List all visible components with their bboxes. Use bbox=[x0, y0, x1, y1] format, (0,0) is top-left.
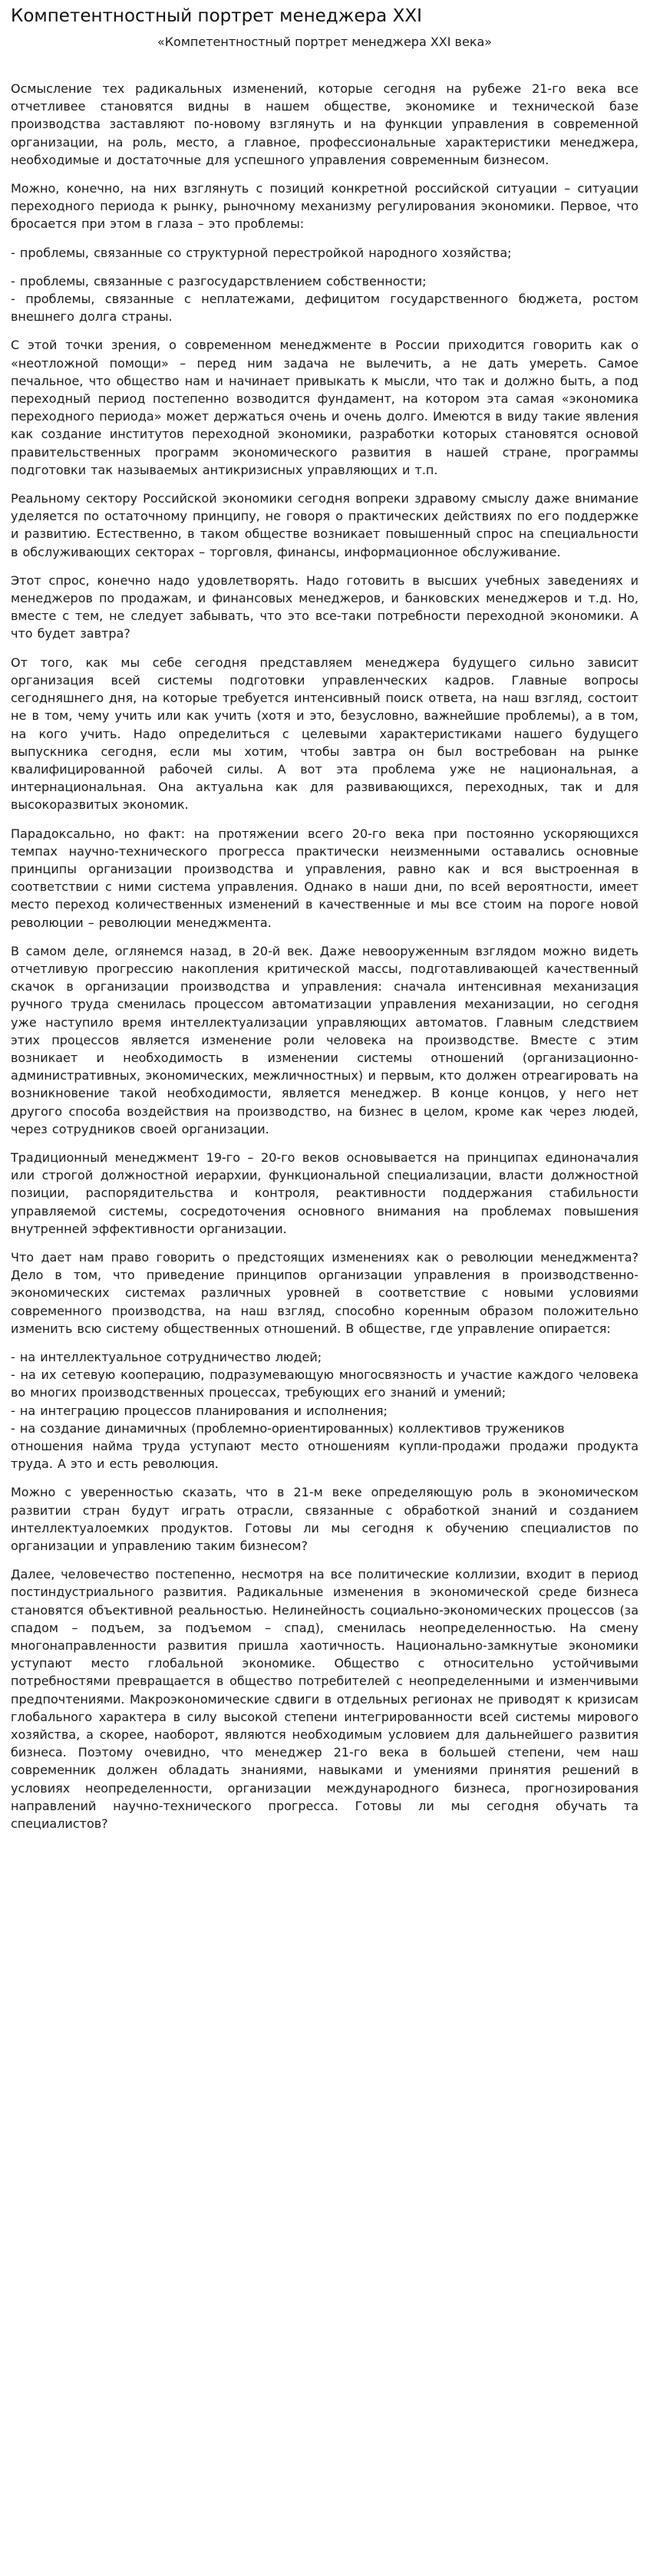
article-paragraph bbox=[11, 1565, 638, 1832]
article-paragraph bbox=[11, 942, 638, 1138]
article-paragraph bbox=[11, 336, 638, 479]
paragraph-line: Этот спрос, конечно надо удовлетворять. Надо готовить в высших учебных заведениях и менеджеров по продажам, и финансовых менеджеров, и банковских менеджеров и т.д. Но, вместе с тем, не следует забывать, что это все-таки потребности переходной экономики. А что будет завтра? bbox=[11, 572, 638, 642]
article-paragraph bbox=[11, 1248, 638, 1337]
article-paragraph bbox=[11, 272, 638, 326]
paragraph-line: С этой точки зрения, о современном менеджменте в России приходится говорить как о «неотложной помощи» – перед ним задача не вылечить, а не дать умереть. Самое печальное, что общество нам и начинает привыкать к мысли, что так и должно быть, а под переходный период постепенно возводится фундамент, на котором эта самая «экономика переходного периода» может держаться очень и очень долго. Имеются в виду такие явления как создание институтов переходной экономики, разработки которых становятся основой правительственных программ экономического развития в нашей стране, программы подготовки так называемых антикризисных управляющих и т.п. bbox=[11, 338, 638, 477]
paragraph-line: Традиционный менеджмент 19-го – 20-го веков основывается на принципах единоначалия или строгой должностной иерархии, функциональной специализации, власти должностной позиции, распорядительства и контроля, реактивности поддержания стабильности управляемой системы, сосредоточения основного внимания на проблемах повышения внутренней эффективности организации. bbox=[11, 1149, 638, 1236]
paragraph-line: - проблемы, связанные с разгосударствлением собственности; bbox=[11, 273, 427, 289]
paragraph-line: Можно с уверенностью сказать, что в 21-м веке определяющую роль в экономическом развитии стран будут играть отрасли, связанные с обработкой знаний и созданием интеллектуалоемких продуктов. Готовы ли мы сегодня к обучению специалистов по организации и управлению таким бизнесом? bbox=[11, 1485, 638, 1554]
paragraph-line: - на их сетевую кооперацию, подразумевающую многосвязность и участие каждого человека во многих производственных процессах, требующих его знаний и умений; bbox=[11, 1367, 638, 1400]
article-paragraph bbox=[11, 180, 638, 233]
paragraph-line: - на создание динамичных (проблемно-ориентированных) коллективов тружеников bbox=[11, 1420, 565, 1436]
article-body bbox=[11, 80, 638, 1832]
paragraph-line: отношения найма труда уступают место отношениям купли-продажи продажи продукта труда. А это и есть революция. bbox=[11, 1439, 638, 1472]
article-paragraph bbox=[11, 1149, 638, 1238]
paragraph-line: Что дает нам право говорить о предстоящих изменениях как о революции менеджмента? Дело в том, что приведение принципов организации управления в производственно-экономических системах различных уровней в соответствие с новыми условиями современного производства, на наш взгляд, способно коренным образом положительно изменить всю систему общественных отношений. В обществе, где управление опирается: bbox=[11, 1249, 638, 1336]
paragraph-line: - на интеграцию процессов планирования и исполнения; bbox=[11, 1403, 388, 1418]
paragraph-line: Реальному сектору Российской экономики сегодня вопреки здравому смыслу даже внимание уделяется по остаточному принципу, не говоря о практических действиях по его поддержке и развитию. Естественно, в таком обществе возникает повышенный спрос на специальности в обслуживающих секторах – торговля, финансы, информационное обслуживание. bbox=[11, 491, 638, 559]
article-paragraph bbox=[11, 572, 638, 643]
article-paragraph bbox=[11, 490, 638, 561]
article-paragraph bbox=[11, 1348, 638, 1473]
page-subtitle: «Компетентностный портрет менеджера XXI века» bbox=[157, 35, 493, 49]
page-title: Компетентностный портрет менеджера XXI bbox=[11, 6, 422, 26]
paragraph-line: Парадоксально, но факт: на протяжении всего 20-го века при постоянно ускоряющихся темпах научно-технического прогресса практически неизменными оставались основные принципы организации производства и управления, равно как и вся выстроенная в соответствии с ними система управления. Однако в наши дни, по всей вероятности, имеет место переход количественных изменений в качественные и мы все стоим на пороге новой революции – революции менеджмента. bbox=[11, 826, 638, 930]
paragraph-line: - проблемы, связанные с неплатежами, дефицитом государственного бюджета, ростом внешнего долга страны. bbox=[11, 292, 638, 325]
article-paragraph bbox=[11, 244, 638, 262]
article-paragraph bbox=[11, 654, 638, 814]
paragraph-line: В самом деле, оглянемся назад, в 20-й век. Даже невооруженным взглядом можно видеть отчетливую прогрессию накопления критической массы, подготавливающей качественный скачок в организации производства и управления: сначала интенсивная механизация ручного труда сменилась процессом автоматизации управления механизации, но сегодня уже наступило время интеллектуализации управляющих автоматов. Главным следствием этих процессов является изменение роли человека на производстве. Вместе с этим возникает и необходимость в изменении системы отношений (организационно-административных, экономических, межличностных) и первым, кто должен отреагировать на возникновение такой необходимости, является менеджер. В конце концов, у него нет другого способа воздействия на производство, на бизнес в целом, кроме как через людей, через сотрудников своей организации. bbox=[11, 943, 638, 1136]
paragraph-line: - на интеллектуальное сотрудничество людей; bbox=[11, 1350, 322, 1364]
paragraph-line: Осмысление тех радикальных изменений, которые сегодня на рубеже 21-го века все отчетливее становятся видны в нашем обществе, экономике и технической базе производства заставляют по-новому взглянуть и на функции управления в современной организации, на роль, место, а главное, профессиональные характеристики менеджера, необходимые и достаточные для успешного управления современным бизнесом. bbox=[11, 81, 638, 167]
paragraph-line: Можно, конечно, на них взглянуть с позиций конкретной российской ситуации – ситуации переходного периода к рынку, рыночному механизму регулирования экономики. Первое, что бросается при этом в глаза – это проблемы: bbox=[11, 181, 638, 232]
article-paragraph bbox=[11, 825, 638, 932]
paragraph-line: - проблемы, связанные со структурной перестройкой народного хозяйства; bbox=[11, 245, 512, 260]
article-paragraph bbox=[11, 80, 638, 169]
paragraph-line: От того, как мы себе сегодня представляем менеджера будущего сильно зависит организация всей системы подготовки управленческих кадров. Главные вопросы сегодняшнего дня, на которые требуется интенсивный поиск ответа, на наш взгляд, состоит не в том, чему учить или как учить (хотя и это, безусловно, важнейшие проблемы), а в том, на кого учить. Надо определиться с целевыми характеристиками нашего будущего выпускника сегодня, если мы хотим, чтобы завтра он был востребован на рынке квалифицированной рабочей силы. А вот эта проблема уже не национальная, а интернациональная. Она актуальна как для развивающихся, переходных, так и для высокоразвитых экономик. bbox=[11, 655, 638, 813]
article-paragraph bbox=[11, 1483, 638, 1555]
paragraph-line: Далее, человечество постепенно, несмотря на все политические коллизии, входит в период постиндустриального развития. Радикальные изменения в экономической среде бизнеса становятся объективной реальностью. Нелинейность социально-экономических процессов (за спадом – подъем, за подъемом – спад), сменилась неопределенностью. На смену многонаправленности развития пришла хаотичность. Национально-замкнутые экономики уступают место глобальной экономике. Общество с относительно устойчивыми потребностями превращается в общество потребителей с неопределенными и изменчивыми предпочтениями. Макроэкономические сдвиги в отдельных регионах не приводят к кризисам глобального характера в силу высокой степени интегрированности всей системы мирового хозяйства, а скорее, наоборот, являются необходимым условием для дальнейшего развития бизнеса. Поэтому очевидно, что менеджер 21-го века в большей степени, чем наш современник должен обладать знаниями, навыками и умениями принятия решений в условиях неопределенности, организации международного бизнеса, прогнозирования направлений научно-технического прогресса. Готовы ли мы сегодня обучать та специалистов? bbox=[11, 1567, 638, 1832]
